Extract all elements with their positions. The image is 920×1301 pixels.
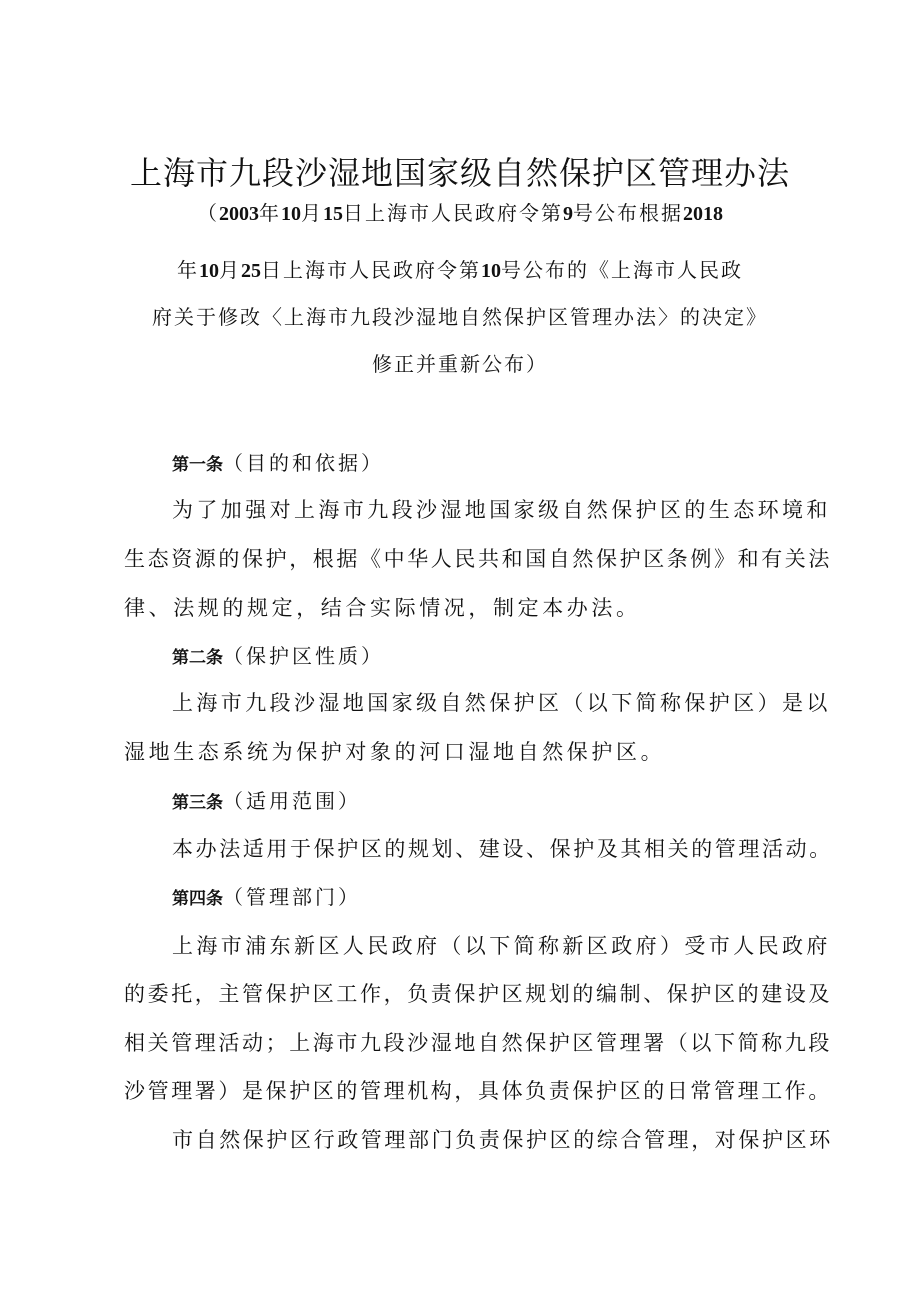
subtitle-line-2: 年10月25日上海市人民政府令第10号公布的《上海市人民政 [177, 258, 743, 282]
article-4-line-4: 沙管理署）是保护区的管理机构，具体负责保护区的日常管理工作。 [124, 1079, 832, 1103]
article-1-line-3: 律、法规的规定，结合实际情况，制定本办法。 [124, 596, 641, 620]
subtitle-line-3: 府关于修改〈上海市九段沙湿地自然保护区管理办法〉的决定》 [152, 305, 768, 329]
article-4-line-3: 相关管理活动；上海市九段沙湿地自然保护区管理署（以下简称九段 [124, 1031, 832, 1055]
document-title: 上海市九段沙湿地国家级自然保护区管理办法 [129, 154, 790, 192]
subtitle-line-4: 修正并重新公布） [372, 352, 548, 376]
article-4-line-2: 的委托，主管保护区工作，负责保护区规划的编制、保护区的建设及 [124, 982, 832, 1006]
article-2-line-2: 湿地生态系统为保护对象的河口湿地自然保护区。 [124, 740, 666, 764]
article-3-heading: 第三条（适用范围） [172, 789, 361, 813]
article-4-line-1: 上海市浦东新区人民政府（以下简称新区政府）受市人民政府 [172, 934, 831, 958]
subtitle-line-1: （2003年10月15日上海市人民政府令第9号公布根据2018 [197, 201, 723, 225]
article-1-line-2: 生态资源的保护，根据《中华人民共和国自然保护区条例》和有关法 [124, 547, 832, 571]
article-3-line-1: 本办法适用于保护区的规划、建设、保护及其相关的管理活动。 [172, 837, 833, 861]
article-2-heading: 第二条（保护区性质） [172, 644, 384, 668]
article-4-heading: 第四条（管理部门） [172, 885, 361, 909]
article-1-heading: 第一条（目的和依据） [172, 451, 384, 475]
article-1-line-1: 为了加强对上海市九段沙湿地国家级自然保护区的生态环境和 [172, 498, 831, 522]
article-2-line-1: 上海市九段沙湿地国家级自然保护区（以下简称保护区）是以 [172, 691, 831, 715]
article-4-line-5: 市自然保护区行政管理部门负责保护区的综合管理，对保护区环 [172, 1128, 833, 1152]
